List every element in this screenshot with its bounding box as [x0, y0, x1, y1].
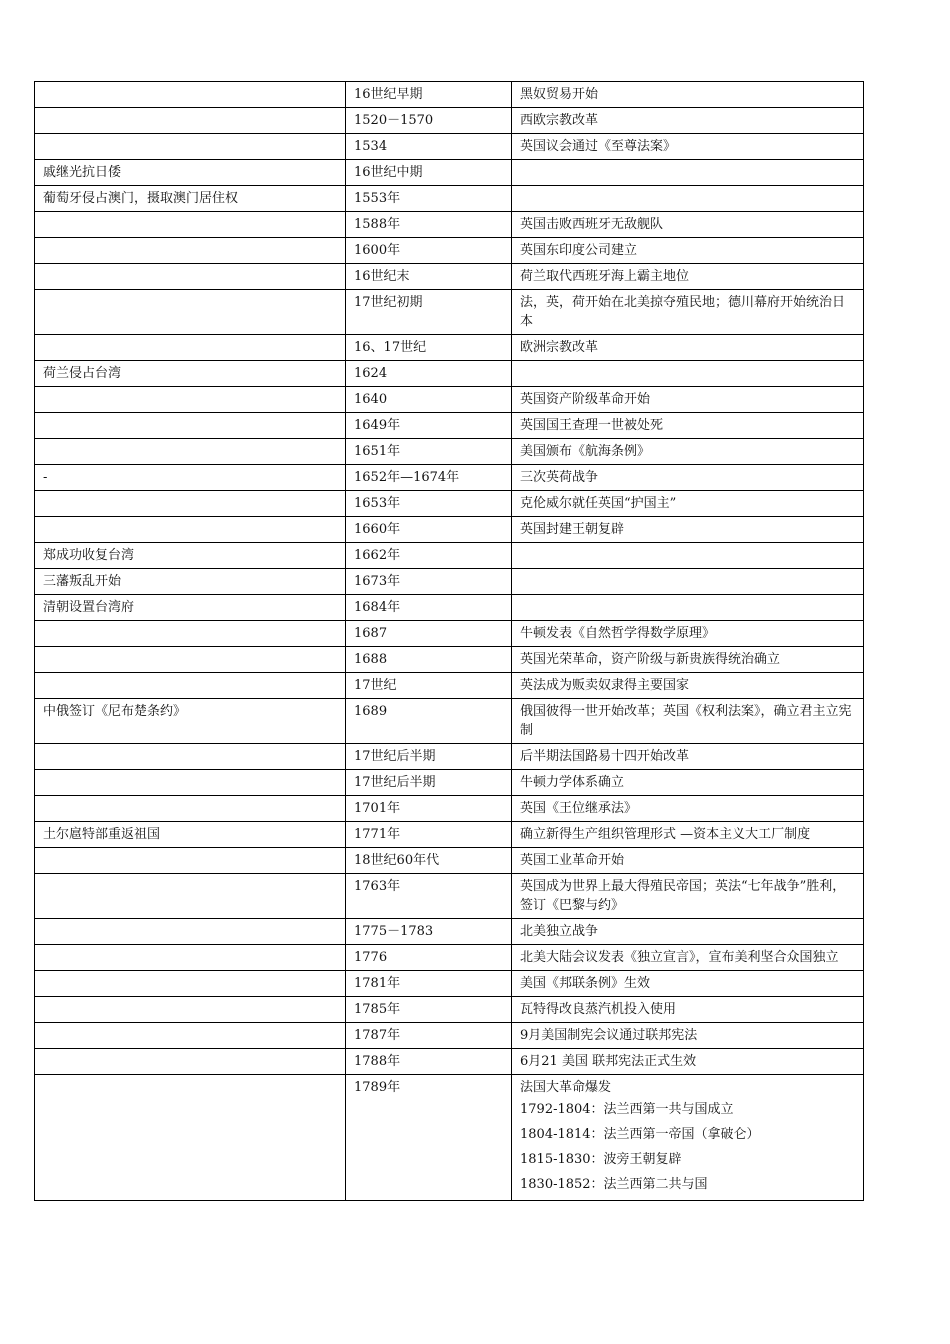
date-cell: 1652年—1674年 [346, 465, 512, 491]
table-row [35, 387, 864, 413]
world-event-cell: 荷兰取代西班牙海上霸主地位 [512, 264, 864, 290]
table-row [35, 1023, 864, 1049]
world-event-cell [512, 160, 864, 186]
world-event-cell [512, 569, 864, 595]
world-event-cell [512, 186, 864, 212]
date-cell: 1662年 [346, 543, 512, 569]
table-row [35, 971, 864, 997]
china-event-cell [35, 621, 346, 647]
table-row [35, 874, 864, 919]
date-cell: 1673年 [346, 569, 512, 595]
china-event-cell: 土尔扈特部重返祖国 [35, 822, 346, 848]
timeline-body [35, 82, 864, 1201]
table-row [35, 796, 864, 822]
table-row [35, 186, 864, 212]
date-cell: 16、17世纪 [346, 335, 512, 361]
table-row [35, 465, 864, 491]
world-event-cell: 6月21 美国 联邦宪法正式生效 [512, 1049, 864, 1075]
world-event-cell: 9月美国制宪会议通过联邦宪法 [512, 1023, 864, 1049]
china-event-cell [35, 673, 346, 699]
table-row [35, 264, 864, 290]
world-event-cell: 英国工业革命开始 [512, 848, 864, 874]
date-cell: 1534 [346, 134, 512, 160]
china-event-cell: 葡萄牙侵占澳门，摄取澳门居住权 [35, 186, 346, 212]
date-cell: 18世纪60年代 [346, 848, 512, 874]
date-cell: 17世纪后半期 [346, 744, 512, 770]
china-event-cell [35, 82, 346, 108]
date-cell: 1776 [346, 945, 512, 971]
table-row [35, 945, 864, 971]
world-event-cell [512, 361, 864, 387]
history-timeline-table [34, 81, 864, 1201]
world-event-cell: 西欧宗教改革 [512, 108, 864, 134]
world-event-line: 1815-1830：波旁王朝复辟 [520, 1152, 682, 1167]
date-cell: 17世纪 [346, 673, 512, 699]
date-cell: 1520－1570 [346, 108, 512, 134]
china-event-cell: 郑成功收复台湾 [35, 543, 346, 569]
date-cell: 1651年 [346, 439, 512, 465]
china-event-cell [35, 517, 346, 543]
world-event-line: 1792-1804：法兰西第一共与国成立 [520, 1102, 734, 1117]
china-event-cell [35, 945, 346, 971]
date-cell: 1624 [346, 361, 512, 387]
china-event-cell [35, 647, 346, 673]
china-event-cell [35, 238, 346, 264]
table-row [35, 699, 864, 744]
world-event-cell: 英国《王位继承法》 [512, 796, 864, 822]
china-event-cell [35, 290, 346, 335]
world-event-cell: 英国资产阶级革命开始 [512, 387, 864, 413]
table-row [35, 1049, 864, 1075]
date-cell: 1689 [346, 699, 512, 744]
table-row [35, 439, 864, 465]
world-event-line: 1804-1814：法兰西第一帝国（拿破仑） [520, 1127, 760, 1142]
date-cell: 16世纪早期 [346, 82, 512, 108]
china-event-cell [35, 134, 346, 160]
date-cell: 1763年 [346, 874, 512, 919]
china-event-cell: 戚继光抗日倭 [35, 160, 346, 186]
date-cell: 1787年 [346, 1023, 512, 1049]
date-cell: 1687 [346, 621, 512, 647]
table-row [35, 822, 864, 848]
world-event-cell [512, 543, 864, 569]
table-row [35, 491, 864, 517]
world-event-cell: 美国颁布《航海条例》 [512, 439, 864, 465]
date-cell: 16世纪末 [346, 264, 512, 290]
date-cell: 1600年 [346, 238, 512, 264]
date-cell: 1588年 [346, 212, 512, 238]
china-event-cell [35, 1075, 346, 1201]
table-row [35, 569, 864, 595]
date-cell: 1640 [346, 387, 512, 413]
world-event-cell: 英国议会通过《至尊法案》 [512, 134, 864, 160]
date-cell: 1553年 [346, 186, 512, 212]
table-row [35, 290, 864, 335]
world-event-line: 法国大革命爆发 [520, 1080, 612, 1095]
date-cell: 1781年 [346, 971, 512, 997]
world-event-cell [512, 1075, 864, 1201]
world-event-cell: 英国东印度公司建立 [512, 238, 864, 264]
table-row [35, 621, 864, 647]
table-row [35, 744, 864, 770]
table-row [35, 848, 864, 874]
world-event-cell: 英法成为贩卖奴隶得主要国家 [512, 673, 864, 699]
table-row [35, 673, 864, 699]
china-event-cell: 清朝设置台湾府 [35, 595, 346, 621]
china-event-cell [35, 770, 346, 796]
china-event-cell [35, 108, 346, 134]
china-event-cell [35, 335, 346, 361]
date-cell: 1649年 [346, 413, 512, 439]
table-row [35, 335, 864, 361]
date-cell: 1701年 [346, 796, 512, 822]
date-cell: 1775－1783 [346, 919, 512, 945]
china-event-cell [35, 491, 346, 517]
china-event-cell [35, 1023, 346, 1049]
china-event-cell [35, 796, 346, 822]
table-row [35, 82, 864, 108]
china-event-cell: 三藩叛乱开始 [35, 569, 346, 595]
world-event-cell: 英国国王查理一世被处死 [512, 413, 864, 439]
world-event-cell: 法，英，荷开始在北美掠夺殖民地；德川幕府开始统治日本 [512, 290, 864, 335]
china-event-cell [35, 1049, 346, 1075]
date-cell: 1789年 [346, 1075, 512, 1201]
table-row [35, 595, 864, 621]
table-row [35, 1075, 864, 1201]
china-event-cell [35, 212, 346, 238]
date-cell: 17世纪后半期 [346, 770, 512, 796]
world-event-cell: 美国《邦联条例》生效 [512, 971, 864, 997]
china-event-cell: 中俄签订《尼布楚条约》 [35, 699, 346, 744]
table-row [35, 919, 864, 945]
table-row [35, 108, 864, 134]
world-event-cell: 确立新得生产组织管理形式 —资本主义大工厂制度 [512, 822, 864, 848]
table-row [35, 238, 864, 264]
china-event-cell [35, 971, 346, 997]
world-event-cell: 英国光荣革命，资产阶级与新贵族得统治确立 [512, 647, 864, 673]
table-row [35, 134, 864, 160]
world-event-line: 1830-1852：法兰西第二共与国 [520, 1177, 708, 1192]
table-row [35, 543, 864, 569]
table-row [35, 997, 864, 1023]
china-event-cell [35, 264, 346, 290]
world-event-cell: 克伦威尔就任英国“护国主” [512, 491, 864, 517]
china-event-cell [35, 919, 346, 945]
world-event-cell: 英国成为世界上最大得殖民帝国；英法“七年战争”胜利，签订《巴黎与约》 [512, 874, 864, 919]
world-event-cell: 北美大陆会议发表《独立宣言》，宣布美利坚合众国独立 [512, 945, 864, 971]
date-cell: 17世纪初期 [346, 290, 512, 335]
world-event-cell: 俄国彼得一世开始改革；英国《权利法案》，确立君主立宪制 [512, 699, 864, 744]
world-event-cell: 后半期法国路易十四开始改革 [512, 744, 864, 770]
table-row [35, 413, 864, 439]
china-event-cell [35, 874, 346, 919]
table-row [35, 770, 864, 796]
china-event-cell [35, 413, 346, 439]
world-event-cell: 牛顿发表《自然哲学得数学原理》 [512, 621, 864, 647]
table-row [35, 212, 864, 238]
china-event-cell: - [35, 465, 346, 491]
world-event-cell: 英国封建王朝复辟 [512, 517, 864, 543]
world-event-cell: 瓦特得改良蒸汽机投入使用 [512, 997, 864, 1023]
world-event-cell: 欧洲宗教改革 [512, 335, 864, 361]
world-event-cell: 英国击败西班牙无敌舰队 [512, 212, 864, 238]
china-event-cell [35, 387, 346, 413]
table-row [35, 160, 864, 186]
china-event-cell [35, 997, 346, 1023]
date-cell: 1660年 [346, 517, 512, 543]
world-event-cell [512, 595, 864, 621]
date-cell: 1785年 [346, 997, 512, 1023]
world-event-cell: 北美独立战争 [512, 919, 864, 945]
world-event-cell: 牛顿力学体系确立 [512, 770, 864, 796]
date-cell: 16世纪中期 [346, 160, 512, 186]
world-event-cell: 黑奴贸易开始 [512, 82, 864, 108]
date-cell: 1653年 [346, 491, 512, 517]
world-event-cell: 三次英荷战争 [512, 465, 864, 491]
date-cell: 1788年 [346, 1049, 512, 1075]
table-row [35, 647, 864, 673]
date-cell: 1688 [346, 647, 512, 673]
date-cell: 1771年 [346, 822, 512, 848]
table-row [35, 517, 864, 543]
china-event-cell: 荷兰侵占台湾 [35, 361, 346, 387]
china-event-cell [35, 744, 346, 770]
china-event-cell [35, 848, 346, 874]
date-cell: 1684年 [346, 595, 512, 621]
china-event-cell [35, 439, 346, 465]
table-row [35, 361, 864, 387]
